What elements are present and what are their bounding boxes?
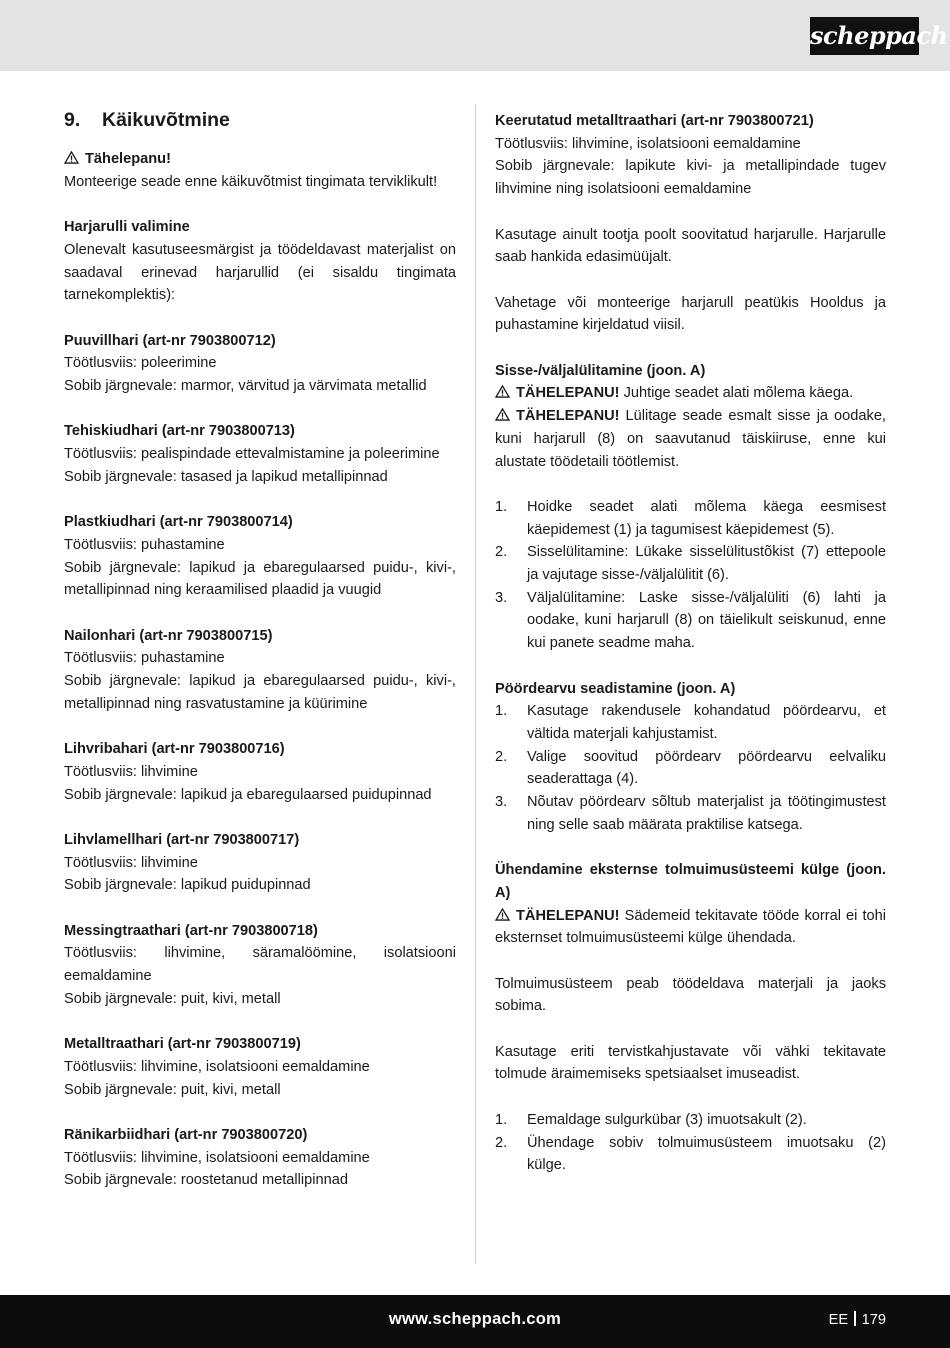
brush-title: Lihvribahari (art-nr 7903800716) (64, 741, 285, 758)
footer-url[interactable]: www.scheppach.com (388, 1310, 562, 1328)
switch-steps-list (495, 496, 886, 655)
section-number: 9. (64, 109, 81, 131)
brush-title: Metalltraathari (art-nr 7903800719) (64, 1036, 301, 1053)
list-item: 1. Hoidke seadet alati mõlema käega eesmisest käepidemest (1) ja tagumisest käepidemest (5). (495, 498, 886, 538)
warning-heading (64, 148, 456, 171)
brush-title: Keerutatud metalltraathari (art-nr 7903800721) (495, 113, 814, 129)
brush-suitable: Sobib järgnevale: tasased ja lapikud metallipinnad (64, 468, 388, 485)
brush-suitable: Sobib järgnevale: lapikute kivi- ja metallipindade tugev lihvimine ning isolatsiooni eemaldamine (495, 158, 886, 198)
brush-entry (64, 1033, 456, 1101)
brush-suitable: Sobib järgnevale: puit, kivi, metall (64, 990, 281, 1007)
header-band (0, 0, 950, 71)
brush-selection-intro: Olenevalt kasutuseesmärgist ja töödeldavast materjalist on saadaval erinevad harjarullid (ei sisaldu tingimata tarnekomplektis): (64, 241, 456, 304)
section-title: Käikuvõtmine (102, 109, 230, 131)
brush-title: Plastkiudhari (art-nr 7903800714) (64, 514, 293, 531)
brush-suitable: Sobib järgnevale: roostetanud metallipinnad (64, 1172, 348, 1189)
replace-note: Vahetage või monteerige harjarull peatükis Hooldus ja puhastamine kirjeldatud viisil. (495, 294, 886, 334)
brush-mode: Töötlusviis: puhastamine (64, 536, 225, 553)
dust-warning-text: Sädemeid tekitavate tööde korral ei tohi eksternset tolmuimusüsteemi külge ühendada. (495, 907, 886, 947)
brush-title: Nailonhari (art-nr 7903800715) (64, 627, 273, 644)
brush-entry (64, 829, 456, 897)
list-item: 1. Eemaldage sulgurkübar (3) imuotsakult (2). (495, 1111, 807, 1128)
brush-mode: Töötlusviis: pealispindade ettevalmistamine ja poleerimine (64, 446, 440, 463)
brush-mode: Töötlusviis: lihvimine (64, 763, 198, 780)
attention-label: TÄHELEPANU! (516, 385, 620, 402)
brush-entry (64, 420, 456, 488)
page-number: 179 (861, 1312, 886, 1328)
list-item: 3. Väljalülitamine: Laske sisse-/väljalüliti (6) lahti ja oodake, kuni harjarull (8) on täielikult seiskunud, enne kui panete seadme maha. (495, 589, 886, 652)
list-item: 2. Ühendage sobiv tolmuimusüsteem imuotsaku (2) külge. (495, 1134, 886, 1174)
brush-title: Ränikarbiidhari (art-nr 7903800720) (64, 1127, 308, 1144)
brush-entry (495, 110, 886, 201)
brush-mode: Töötlusviis: lihvimine, säramalöömine, isolatsiooni eemaldamine (64, 945, 456, 985)
right-column (495, 110, 886, 1177)
dust-paragraph-2: Kasutage eriti tervistkahjustavate või vähki tekitavate tolmude äraimemiseks spetsiaalset imuseadist. (495, 1043, 886, 1083)
speed-steps-list (495, 700, 886, 836)
brush-title: Lihvlamellhari (art-nr 7903800717) (64, 831, 300, 848)
dust-paragraph-1: Tolmuimusüsteem peab töödeldava materjali ja jaoks sobima. (495, 975, 886, 1015)
scheppach-logo: scheppach (810, 17, 919, 55)
brush-mode: Töötlusviis: poleerimine (64, 355, 217, 372)
dust-heading: Ühendamine eksternse tolmuimusüsteemi külge (joon. A) (495, 862, 886, 901)
left-column (64, 108, 456, 1192)
attention-label: TÄHELEPANU! (516, 907, 620, 924)
brush-mode: Töötlusviis: puhastamine (64, 650, 225, 667)
dust-steps-list (495, 1109, 886, 1177)
brush-entry (64, 1124, 456, 1192)
brush-selection-heading: Harjarulli valimine (64, 219, 190, 236)
brush-suitable: Sobib järgnevale: lapikud ja ebaregulaarsed puidu-, kivi-, metallipinnad ning keraamilised plaadid ja vuugid (64, 559, 456, 599)
section-heading (64, 108, 456, 132)
brush-entry (64, 511, 456, 602)
warning-triangle-icon (495, 908, 510, 921)
brush-suitable: Sobib järgnevale: lapikud ja ebaregulaarsed puidupinnad (64, 786, 432, 803)
brush-entry (64, 738, 456, 806)
switch-warning-1 (495, 382, 886, 405)
list-item: 2. Valige soovitud pöördearv pöördearvu eelvaliku seaderattaga (4). (495, 748, 886, 788)
brush-entry (64, 330, 456, 398)
list-item: 3. Nõutav pöördearv sõltub materjalist ja töötingimustest ning selle saab määrata praktilise katsega. (495, 794, 886, 833)
switch-warning-2 (495, 405, 886, 473)
page-number-block (829, 1309, 886, 1332)
switch-heading: Sisse-/väljalülitamine (joon. A) (495, 362, 706, 379)
warning-triangle-icon (495, 385, 510, 398)
list-item: 1. Kasutage rakendusele kohandatud pöördearvu, et vältida materjali kahjustamist. (495, 703, 886, 742)
warning-triangle-icon (495, 408, 510, 421)
warning-text: Monteerige seade enne käikuvõtmist tingimata terviklikult! (64, 173, 438, 190)
footer-bar (0, 1295, 950, 1348)
list-item: 2. Sisselülitamine: Lükake sisselülitustõkist (7) ettepoole ja vajutage sisse-/väljalülitit (6). (495, 544, 886, 583)
brush-entry (64, 920, 456, 1011)
brush-mode: Töötlusviis: lihvimine, isolatsiooni eemaldamine (64, 1058, 370, 1075)
brush-mode: Töötlusviis: lihvimine, isolatsiooni eemaldamine (64, 1149, 370, 1166)
warning-label: Tähelepanu! (85, 151, 171, 167)
brush-title: Tehiskiudhari (art-nr 7903800713) (64, 423, 295, 440)
switch-warning-2-text: Lülitage seade esmalt sisse ja oodake, kuni harjarull (8) on saavutanud täiskiiruse, enne kui alustate töödetaili töötlemist. (495, 408, 886, 470)
language-code: EE (828, 1312, 849, 1328)
brush-mode: Töötlusviis: lihvimine, isolatsiooni eemaldamine (495, 135, 801, 152)
brush-suitable: Sobib järgnevale: marmor, värvitud ja värvimata metallid (64, 378, 427, 394)
column-divider (475, 104, 476, 1264)
separator (854, 1311, 856, 1326)
brush-entry (64, 625, 456, 716)
brush-mode: Töötlusviis: lihvimine (64, 854, 198, 871)
attention-label: TÄHELEPANU! (516, 408, 620, 425)
brush-suitable: Sobib järgnevale: lapikud puidupinnad (64, 877, 311, 894)
dust-warning (495, 905, 886, 950)
brush-suitable: Sobib järgnevale: puit, kivi, metall (64, 1081, 281, 1098)
switch-warning-1-text: Juhtige seadet alati mõlema käega. (623, 385, 854, 402)
speed-heading: Pöördearvu seadistamine (joon. A) (495, 680, 736, 697)
brush-title: Puuvillhari (art-nr 7903800712) (64, 332, 276, 349)
warning-triangle-icon (64, 151, 79, 164)
manufacturer-note: Kasutage ainult tootja poolt soovitatud harjarulle. Harjarulle saab hankida edasimüüjalt. (495, 226, 886, 266)
brush-title: Messingtraathari (art-nr 7903800718) (64, 922, 318, 939)
brush-suitable: Sobib järgnevale: lapikud ja ebaregulaarsed puidu-, kivi-, metallipinnad ning rasvatustamine ja küürimine (64, 673, 456, 712)
